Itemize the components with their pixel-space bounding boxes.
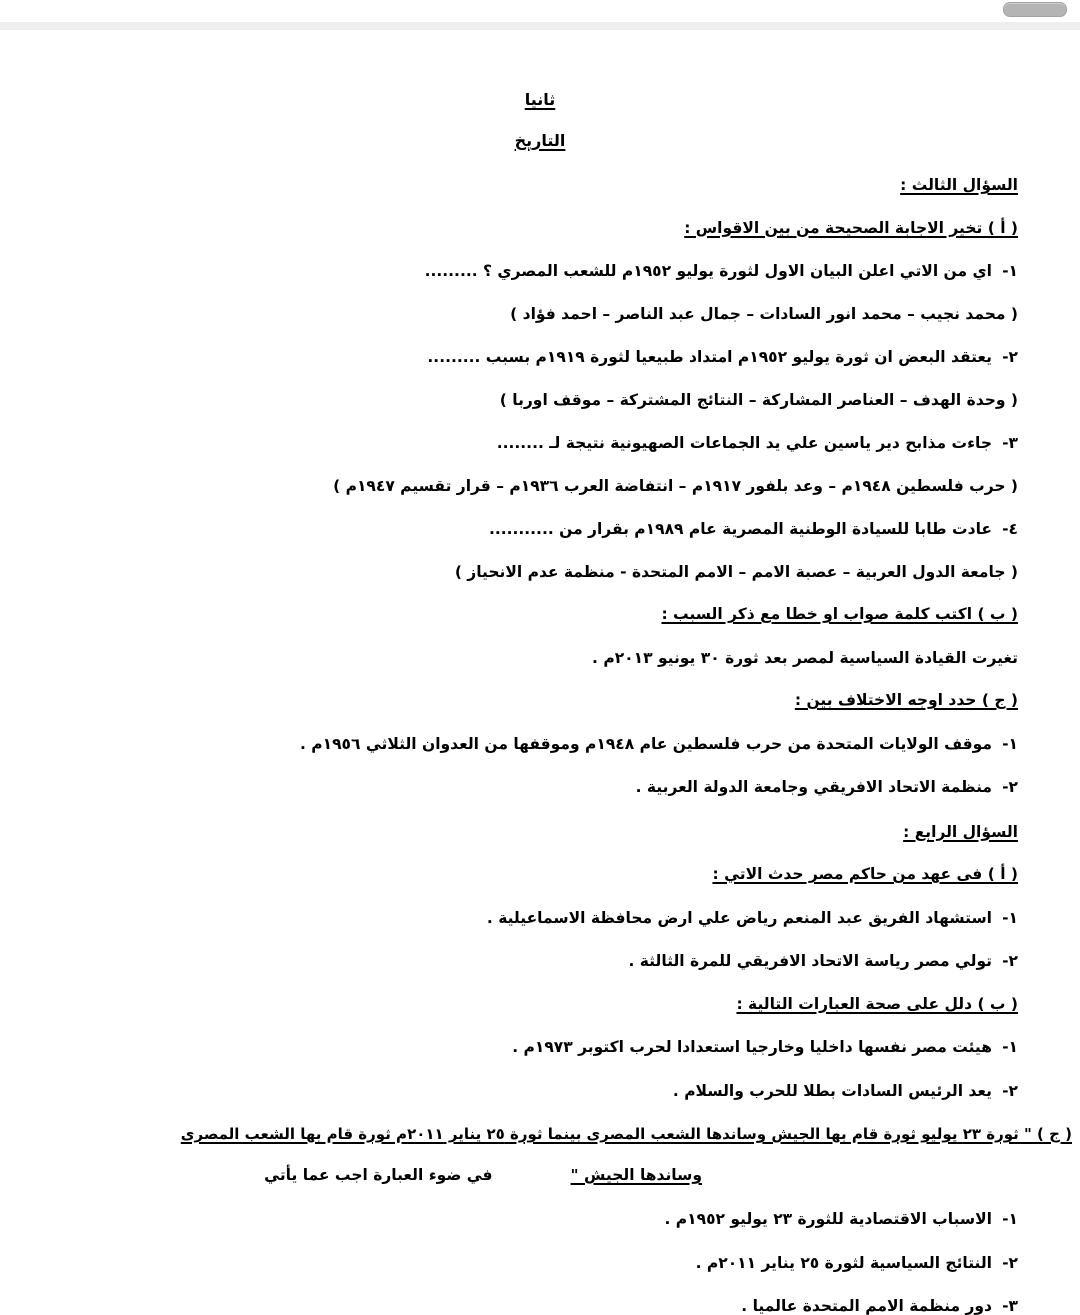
q3a-item-3-options-text: ( حرب فلسطين ١٩٤٨م – وعد بلفور ١٩١٧م – انتفاضة العرب ١٩٣٦م – قرار تقسيم ١٩٤٧م ) [333, 476, 1018, 495]
chrome-divider-band [0, 22, 1080, 30]
q4b-item-1-text: هيئت مصر نفسها داخليا وخارجيا استعدادا لحرب اكتوبر ١٩٧٣م . [512, 1038, 992, 1056]
q4c-item-2-text: النتائج السياسية لثورة ٢٥ يناير ٢٠١١م . [695, 1253, 992, 1272]
section-label: ثانيا [524, 90, 556, 109]
q3a-item-1-number: ١- [1002, 262, 1018, 280]
q4a-item-1 [62, 908, 1018, 927]
q4a-item-1-text: استشهاد الفريق عبد المنعم رياض علي ارض محافظة الاسماعيلية . [486, 908, 992, 927]
q3-part-c-heading-row [62, 693, 1018, 709]
q4c-item-2-number: ٢- [1002, 1253, 1018, 1272]
q3a-item-3-options [62, 476, 1018, 495]
q3-part-c-heading: ( ج ) حدد اوجه الاختلاف بين : [794, 691, 1018, 709]
q3a-item-2 [62, 350, 1018, 366]
question3-title-row [62, 178, 1018, 194]
q4a-item-1-number: ١- [1002, 908, 1018, 927]
q4-part-b-heading-row [62, 994, 1018, 1013]
q3a-item-4 [62, 522, 1018, 538]
q3a-item-2-options-text: ( وحدة الهدف – العناصر المشاركة – النتائج المشتركة – موقف اوربا ) [499, 390, 1018, 409]
question3-title: السؤال الثالث : [900, 176, 1018, 194]
q3a-item-2-number: ٢- [1002, 348, 1018, 366]
q4c-item-3-text: دور منظمة الامم المتحدة عالميا . [741, 1297, 992, 1315]
q4-part-c-heading-line1: ( ج ) " ثورة ٢٣ يوليو ثورة قام بها الجيش وساندها الشعب المصرى بينما ثورة ٢٥ يناير ٢٠١١م ثورة قام بها الشعب المصرى [180, 1125, 1072, 1143]
subject-title-row [62, 130, 1018, 150]
q3a-item-4-options-text: ( جامعة الدول العربية – عصبة الامم – الامم المتحدة - منظمة عدم الانحياز ) [454, 562, 1018, 581]
q3c-item-2-text: منظمة الاتحاد الافريقي وجامعة الدولة العربية . [635, 778, 992, 796]
q4c-item-1-text: الاسباب الاقتصادية للثورة ٢٣ يوليو ١٩٥٢م . [664, 1210, 992, 1228]
q3b-item-1 [62, 648, 1018, 667]
q3a-item-1-options [62, 304, 1018, 323]
q4-part-a-heading-row [62, 867, 1018, 883]
q3-part-a-heading-row [62, 218, 1018, 237]
q4a-item-2-text: تولي مصر رياسة الاتحاد الافريقي للمرة الثالثة . [628, 952, 992, 970]
q4b-item-2-number: ٢- [1002, 1081, 1018, 1100]
q4-part-c-heading-line1-row [62, 1127, 1072, 1142]
q3c-item-1-number: ١- [1002, 734, 1018, 753]
q4b-item-1-number: ١- [1002, 1038, 1018, 1056]
q4c-item-3 [62, 1299, 1018, 1315]
q3a-item-2-options [62, 390, 1018, 409]
q4-part-c-heading-line2-row [62, 1166, 1018, 1184]
q3a-item-1-text: اي من الاتي اعلن البيان الاول لثورة يوليو ١٩٥٢م للشعب المصري ؟ ......... [424, 262, 992, 280]
q3a-item-3-number: ٣- [1002, 434, 1018, 452]
q4b-item-2-text: يعد الرئيس السادات بطلا للحرب والسلام . [672, 1081, 992, 1100]
q4c-item-2 [62, 1253, 1018, 1272]
q3a-item-1-options-text: ( محمد نجيب – محمد انور السادات – جمال عبد الناصر – احمد فؤاد ) [510, 304, 1018, 323]
q4-part-c-heading-line2-plain: في ضوء العبارة اجب عما يأتي [264, 1166, 493, 1184]
question4-title-row [62, 822, 1018, 841]
q3-part-a-heading: ( أ ) تخير الاجابة الصحيحة من بين الاقواس : [684, 218, 1018, 237]
q3c-item-1-text: موقف الولايات المتحدة من حرب فلسطين عام ١٩٤٨م وموقفها من العدوان الثلاثي ١٩٥٦م . [299, 734, 992, 753]
q3-part-b-heading-row [62, 607, 1018, 623]
q4-part-b-heading: ( ب ) دلل على صحة العبارات التالية : [736, 994, 1018, 1013]
q4a-item-2 [62, 954, 1018, 970]
q3a-item-1 [62, 264, 1018, 280]
q3c-item-2-number: ٢- [1002, 778, 1018, 796]
q3a-item-4-number: ٤- [1002, 520, 1018, 538]
q3c-item-2 [62, 780, 1018, 796]
document-page [0, 30, 1080, 1315]
q4a-item-2-number: ٢- [1002, 952, 1018, 970]
document-body [62, 30, 1072, 1315]
q3a-item-3-text: جاءت مذابح دير ياسين علي يد الجماعات الصهيونية نتيجة لـ ........ [496, 434, 992, 452]
scrollbar-thumb[interactable] [1003, 2, 1067, 17]
subject-title: التاريخ [514, 130, 566, 150]
question4-title: السؤال الرابع : [903, 822, 1018, 841]
section-label-row [62, 92, 1018, 109]
q4c-item-1 [62, 1212, 1018, 1228]
q3a-item-3 [62, 436, 1018, 452]
q3-part-b-heading: ( ب ) اكتب كلمة صواب او خطا مع ذكر السبب : [661, 605, 1018, 623]
q4c-item-3-number: ٣- [1002, 1297, 1018, 1315]
q3c-item-1 [62, 734, 1018, 753]
q3a-item-4-text: عادت طابا للسيادة الوطنية المصرية عام ١٩٨٩م بقرار من ........... [488, 520, 992, 538]
q3a-item-4-options [62, 562, 1018, 581]
q4-part-a-heading: ( أ ) فى عهد من حاكم مصر حدث الاتي : [712, 865, 1018, 883]
q3a-item-2-text: يعتقد البعض ان ثورة يوليو ١٩٥٢م امتداد طبيعيا لثورة ١٩١٩م بسبب ......... [427, 348, 992, 366]
q4b-item-2 [62, 1081, 1018, 1100]
browser-chrome-strip [0, 0, 1080, 22]
q4b-item-1 [62, 1040, 1018, 1056]
q4-part-c-heading-line2-quoted: وساندها الجيش " [570, 1166, 702, 1184]
q3b-item-1-text: تغيرت القيادة السياسية لمصر بعد ثورة ٣٠ يونيو ٢٠١٣م . [592, 648, 1018, 667]
q4c-item-1-number: ١- [1002, 1210, 1018, 1228]
